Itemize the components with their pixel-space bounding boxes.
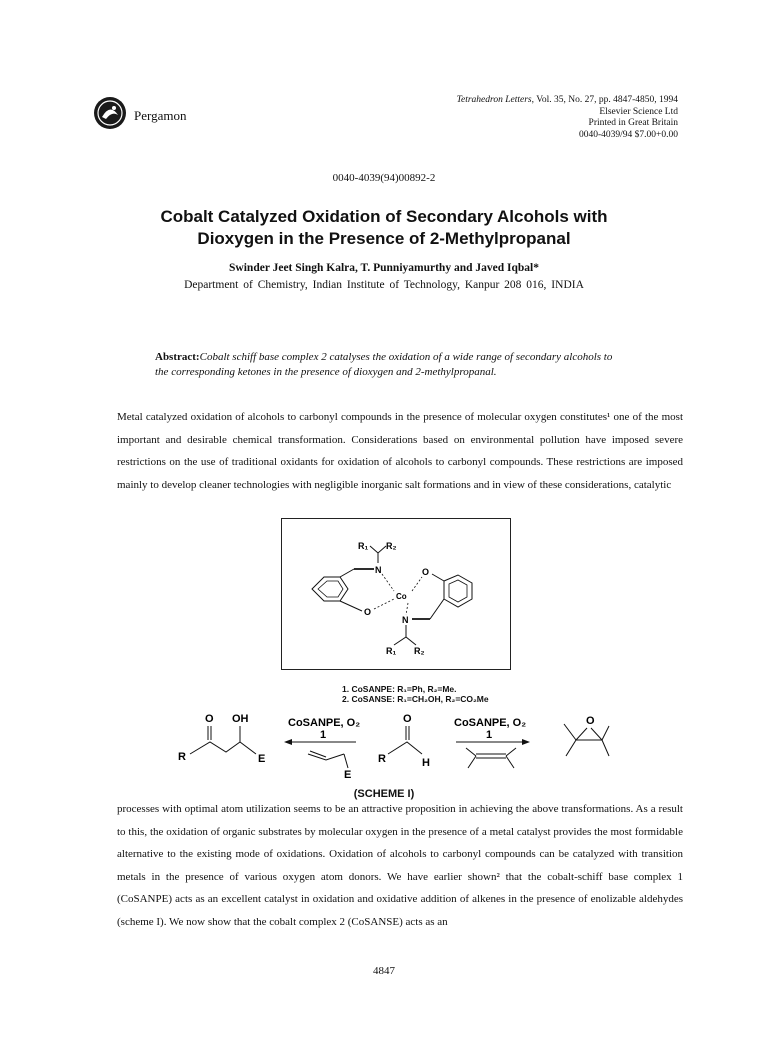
figure-caption-2: 2. CoSANSE: R₁=CH₂OH, R₂=CO₂Me [342,694,489,704]
paper-title [0,206,768,250]
abstract [155,350,625,380]
page-number: 4847 [373,965,395,977]
affiliation: Department of Chemistry, Indian Institute of Technology, Kanpur 208 016, INDIA [184,279,584,291]
scheme-h-aldehyde: H [422,757,430,769]
structure-figure [281,518,511,670]
scheme-cat-right: 1 [486,729,493,741]
title-line-1: Cobalt Catalyzed Oxidation of Secondary Alcohols with [160,207,608,226]
body-paragraph-2 [117,798,683,933]
body-paragraph-1 [117,406,683,496]
struct-co: Co [396,592,407,601]
struct-n-top: N [375,565,382,575]
struct-r2-top: R₂ [386,541,397,551]
figure-caption-1: 1. CoSANPE: R₁=Ph, R₂=Me. [342,684,457,694]
journal-volume: , Vol. 35, No. 27, pp. 4847-4850, 1994 [531,95,678,105]
scheme-r-aldehyde: R [378,753,386,765]
scheme-reagent-left: CoSANPE, O₂ [288,717,361,729]
scheme-cat-left: 1 [320,729,327,741]
struct-o-right: O [422,567,430,577]
journal-name: Tetrahedron Letters [456,95,532,105]
scheme-reagent-right: CoSANPE, O₂ [454,717,527,729]
cobalt-complex-structure [282,519,510,669]
journal-code: 0040-4039/94 $7.00+0.00 [578,129,678,140]
paragraph-text: Metal catalyzed oxidation of alcohols to carbonyl compounds in the presence of molecular oxygen constitutes¹ one of the most important and desirable chemical transformation. Considerations based on environmental pollution have imposed severe restrictions on the use of traditional oxidants for oxidation of alcohols to carbonyl compounds. These restrictions are imposed mainly to develop cleaner technologies with negligible inorganic salt formations and in view of these considerations, catalytic [117,411,683,491]
scheme-oh-label: OH [232,713,249,725]
scheme-e-alkene: E [344,769,352,781]
struct-r1-top: R₁ [358,541,369,551]
paragraph-text: processes with optimal atom utilization seems to be an attractive proposition in achieving the above transformations. As a result to this, the oxidation of organic substrates by molecular oxygen in the presence of a metal catalyst provides the most formidable alternative to the existing mode of oxidations. Oxidation of alcohols to carbonyl compounds can be catalyzed with transition metals in the presence of various oxygen atom donors. We have earlier shown² that the cobalt-schiff base complex 1 (CoSANPE) acts as an excellent catalyst in oxidation and oxidative addition of alkenes in the presence of enolizable aldehydes (scheme I). We now show that the cobalt complex 2 (CoSANSE) acts as an [117,803,683,928]
struct-o-left: O [364,607,372,617]
abstract-text: Cobalt schiff base complex 2 catalyses the oxidation of a wide range of secondary alcohols to the corresponding ketones in the presence of dioxygen and 2-methylpropanal. [155,351,613,378]
title-line-2: Dioxygen in the Presence of 2-Methylpropanal [197,229,571,248]
scheme-1-diagram [160,708,610,786]
struct-n-bottom: N [402,615,409,625]
scheme-e-left: E [258,753,266,765]
scheme-o-epoxide: O [586,715,595,727]
authors: Swinder Jeet Singh Kalra, T. Punniyamurthy and Javed Iqbal* [229,262,539,274]
publisher-name: Pergamon [134,108,187,123]
struct-r2-bottom: R₂ [414,646,425,656]
pergamon-logo-icon [92,95,128,131]
doi: 0040-4039(94)00892-2 [332,172,436,184]
journal-publisher: Elsevier Science Ltd [599,106,678,117]
scheme-o-aldehyde: O [403,713,412,725]
scheme-label: (SCHEME I) [353,788,415,800]
abstract-label: Abstract: [155,351,200,363]
journal-citation [457,95,678,141]
struct-r1-bottom: R₁ [386,646,397,656]
journal-printed: Printed in Great Britain [588,118,678,128]
scheme-r-left: R [178,751,186,763]
scheme-o-label: O [205,713,214,725]
